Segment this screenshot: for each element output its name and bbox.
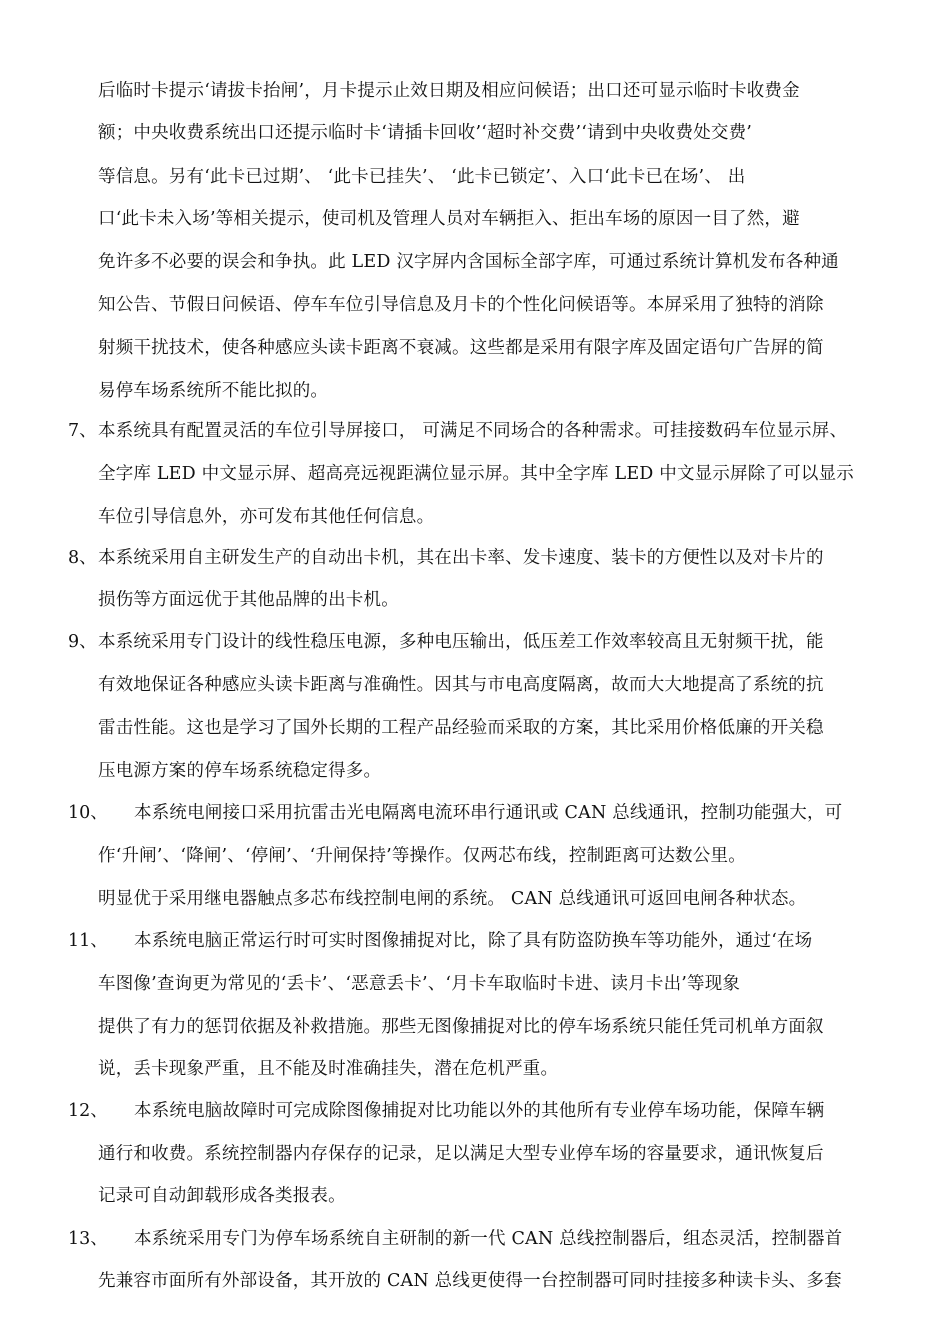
list-item-number: 10、 [68,803,108,823]
list-item-number: 12、 [68,1101,108,1121]
list-item-line: 记录可自动卸载形成各类报表。 [98,1186,346,1206]
paragraph-line: 等信息。另有‘此卡已过期’、 ‘此卡已挂失’、 ‘此卡已锁定’、入口‘此卡已在场’、 出 [98,167,746,187]
list-item-number: 7、 [68,421,97,441]
list-item-number: 8、 [68,548,97,568]
list-item-line: 雷击性能。这也是学习了国外长期的工程产品经验而采取的方案，其比采用价格低廉的开关稳 [98,718,824,738]
list-item-line: 损伤等方面远优于其他品牌的出卡机。 [98,590,399,610]
list-item-line: 本系统具有配置灵活的车位引导屏接口， 可满足不同场合的各种需求。可挂接数码车位显示屏、 [98,421,848,441]
list-item-line: 本系统电闸接口采用抗雷击光电隔离电流环串行通讯或 CAN 总线通讯，控制功能强大，可 [134,803,843,823]
list-item-line: 全字库 LED 中文显示屏、超高亮远视距满位显示屏。其中全字库 LED 中文显示屏除了可以显示 [98,464,855,484]
list-item-line: 本系统电脑故障时可完成除图像捕捉对比功能以外的其他所有专业停车场功能，保障车辆 [134,1101,825,1121]
paragraph-line: 口‘此卡未入场’等相关提示，使司机及管理人员对车辆拒入、拒出车场的原因一目了然，避 [98,209,800,229]
list-item-line: 本系统电脑正常运行时可实时图像捕捉对比，除了具有防盗防换车等功能外，通过‘在场 [134,931,813,951]
list-item-line: 本系统采用专门为停车场系统自主研制的新一代 CAN 总线控制器后，组态灵活，控制器首 [134,1229,843,1249]
list-item-line: 说，丢卡现象严重，且不能及时准确挂失，潜在危机严重。 [98,1059,559,1079]
list-item-line: 压电源方案的停车场系统稳定得多。 [98,761,382,781]
list-item-line: 先兼容市面所有外部设备，其开放的 CAN 总线更使得一台控制器可同时挂接多种读卡头、多套 [98,1271,842,1291]
list-item-line: 提供了有力的惩罚依据及补救措施。那些无图像捕捉对比的停车场系统只能任凭司机单方面叙 [98,1017,824,1037]
list-item-line: 本系统采用专门设计的线性稳压电源，多种电压输出，低压差工作效率较高且无射频干扰，能 [98,632,824,652]
list-item-line: 明显优于采用继电器触点多芯布线控制电闸的系统。 CAN 总线通讯可返回电闸各种状态。 [98,889,807,909]
list-item-line: 有效地保证各种感应头读卡距离与准确性。因其与市电高度隔离，故而大大地提高了系统的抗 [98,675,824,695]
list-item-line: 车图像’查询更为常见的‘丢卡’、‘恶意丢卡’、‘月卡车取临时卡进、读月卡出’等现象 [98,974,741,994]
list-item-number: 9、 [68,632,97,652]
list-item-line: 车位引导信息外，亦可发布其他任何信息。 [98,507,435,527]
paragraph-line: 后临时卡提示‘请拔卡抬闸’，月卡提示止效日期及相应问候语；出口还可显示临时卡收费金 [98,81,800,101]
paragraph-line: 射频干扰技术，使各种感应头读卡距离不衰减。这些都是采用有限字库及固定语句广告屏的简 [98,338,824,358]
list-item-number: 11、 [68,931,108,951]
paragraph-line: 知公告、节假日问候语、停车车位引导信息及月卡的个性化问候语等。本屏采用了独特的消除 [98,295,824,315]
list-item-line: 本系统采用自主研发生产的自动出卡机，其在出卡率、发卡速度、装卡的方便性以及对卡片的 [98,548,824,568]
list-item-number: 13、 [68,1229,108,1249]
paragraph-line: 免许多不必要的误会和争执。此 LED 汉字屏内含国标全部字库，可通过系统计算机发布各种通 [98,252,839,272]
paragraph-line: 易停车场系统所不能比拟的。 [98,381,329,401]
paragraph-line: 额；中央收费系统出口还提示临时卡‘请插卡回收’‘超时补交费’‘请到中央收费处交费’ [98,123,753,143]
list-item-line: 通行和收费。系统控制器内存保存的记录，足以满足大型专业停车场的容量要求，通讯恢复后 [98,1144,824,1164]
list-item-line: 作‘升闸’、‘降闸’、‘停闸’、‘升闸保持’等操作。仅两芯布线，控制距离可达数公里。 [98,846,746,866]
